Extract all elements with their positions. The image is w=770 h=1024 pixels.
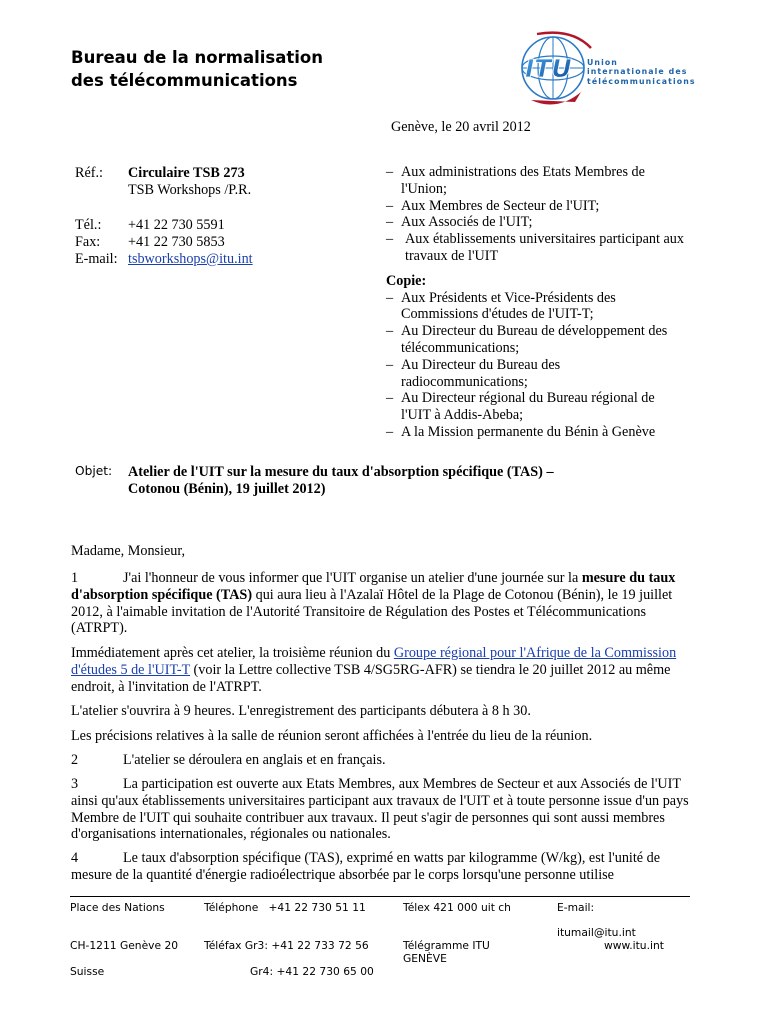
email-label: E-mail:	[75, 251, 118, 267]
copy-item	[386, 357, 716, 391]
footer-telegram-city: GENÈVE	[403, 952, 447, 965]
recipient-line: Aux Associés de l'UIT;	[401, 214, 533, 231]
tel-label: Tél.:	[75, 217, 102, 233]
paragraph-1	[71, 570, 697, 637]
org-name-line2: des télécommunications	[71, 71, 298, 90]
salutation: Madame, Monsieur,	[71, 543, 186, 559]
footer-address-3: Suisse	[70, 965, 105, 978]
logo-text-line3: télécommunications	[587, 76, 696, 86]
footer-telefax: Téléfax Gr3: +41 22 733 72 56	[204, 939, 369, 952]
logo-text-line2: internationale des	[587, 67, 688, 77]
copy-line: Commissions d'études de l'UIT-T;	[401, 306, 594, 323]
footer-email-label: E-mail:	[557, 901, 595, 914]
dash: –	[386, 231, 394, 248]
paragraph-4: Les précisions relatives à la salle de réunion seront affichées à l'entrée du lieu de la réunion.	[71, 728, 593, 744]
footer-email: itumail@itu.int	[557, 926, 636, 939]
dash: –	[386, 423, 394, 440]
paragraph-3: L'atelier s'ouvrira à 9 heures. L'enregistrement des participants débutera à 8 h 30.	[71, 703, 531, 719]
ref-label: Réf.:	[75, 165, 103, 181]
copy-line: l'UIT à Addis-Abeba;	[401, 407, 524, 424]
dash: –	[386, 356, 394, 373]
itu-acronym: ITU	[525, 54, 572, 83]
paragraph-text: Immédiatement après cet atelier, la troisième réunion du	[71, 645, 394, 661]
tel-value: +41 22 730 5591	[128, 217, 225, 233]
dash: –	[386, 214, 394, 231]
subject-line2: Cotonou (Bénin), 19 juillet 2012)	[128, 480, 326, 497]
copy-line: radiocommunications;	[401, 373, 528, 390]
paragraph-2	[71, 645, 697, 695]
copy-line: Aux Présidents et Vice-Présidents des	[401, 289, 616, 306]
footer-telex: Télex 421 000 uit ch	[403, 901, 511, 914]
logo-text-line1: Union	[587, 58, 618, 67]
recipient-item	[386, 231, 716, 265]
paragraph-7	[71, 850, 697, 884]
paragraph-number: 1	[71, 570, 79, 586]
footer-telegram: Télégramme ITU	[403, 939, 490, 952]
dash: –	[386, 164, 394, 180]
footer-website: www.itu.int	[604, 939, 664, 952]
footer-address-2: CH-1211 Genève 20	[70, 939, 179, 952]
paragraph-text: J'ai l'honneur de vous informer que l'UIT organise un atelier d'une journée sur la	[123, 570, 582, 586]
recipient-item	[386, 198, 716, 215]
fax-value: +41 22 730 5853	[128, 234, 225, 250]
paragraph-number: 2	[71, 752, 79, 768]
copy-line: Au Directeur régional du Bureau régional de	[401, 390, 655, 407]
copy-line: télécommunications;	[401, 339, 520, 356]
copy-item	[386, 424, 716, 441]
paragraph-5	[71, 752, 697, 769]
dash: –	[386, 323, 394, 340]
footer-telephone: Téléphone +41 22 730 51 11	[204, 901, 366, 914]
itu-logo-text	[587, 58, 696, 86]
copy-label: Copie:	[386, 272, 427, 289]
date-line: Genève, le 20 avril 2012	[391, 119, 531, 135]
copy-item	[386, 323, 716, 357]
recipient-line: travaux de l'UIT	[405, 247, 499, 264]
ref-value: Circulaire TSB 273	[128, 165, 245, 181]
paragraph-number: 3	[71, 776, 79, 792]
dash: –	[386, 390, 394, 407]
copy-item	[386, 290, 716, 324]
subject-label: Objet:	[75, 464, 113, 478]
fax-label: Fax:	[75, 234, 101, 250]
copy-line: Au Directeur du Bureau des	[401, 356, 561, 373]
org-name-line1: Bureau de la normalisation	[71, 48, 323, 67]
recipient-item	[386, 214, 716, 231]
recipients-block	[386, 164, 716, 441]
footer-gr4: Gr4: +41 22 730 65 00	[250, 965, 374, 978]
dash: –	[386, 289, 394, 306]
dash: –	[386, 197, 394, 214]
footer-address-1: Place des Nations	[70, 901, 165, 914]
subject-text	[128, 464, 668, 498]
paragraph-text: La participation est ouverte aux Etats Membres, aux Membres de Secteur et aux Associés de l'UIT ainsi qu'aux établissements universitaires participant aux travaux de l'UIT et à toute personne issue d'un pays Membre de l'UIT qui souhaite contribuer aux travaux. Il peut s'agir de personnes qui sont aussi membres d'organisations internationales, régionales ou nationales.	[71, 776, 689, 843]
recipient-line: Aux Membres de Secteur de l'UIT;	[401, 197, 600, 214]
copy-line: Au Directeur du Bureau de développement des	[401, 323, 668, 340]
recipient-line: Aux administrations des Etats Membres de	[401, 164, 645, 180]
paragraph-number: 4	[71, 850, 79, 866]
org-header	[71, 46, 323, 92]
copy-item	[386, 390, 716, 424]
subject-line1: Atelier de l'UIT sur la mesure du taux d'absorption spécifique (TAS) –	[128, 464, 554, 480]
recipient-item	[386, 164, 716, 198]
paragraph-text: qui aura lieu à l'Azalaï Hôtel de la Plage de Cotonou (Bénin), le 19 juillet 2012, à l'aimable invitation de l'Autorité Transitoire de Régulation des Postes et Télécommunications (ATRPT).	[71, 586, 673, 637]
paragraph-text: Le taux d'absorption spécifique (TAS), exprimé en watts par kilogramme (W/kg), est l'unité de mesure de la quantité d'énergie radioélectrique absorbée par le corps lorsqu'une personne utilise	[71, 850, 661, 883]
recipient-line: Aux établissements universitaires participant aux	[405, 231, 684, 248]
ref-sub: TSB Workshops /P.R.	[128, 182, 252, 198]
paragraph-6	[71, 776, 697, 843]
footer-divider	[70, 896, 690, 897]
recipient-line: l'Union;	[401, 180, 447, 197]
copy-line: A la Mission permanente du Bénin à Genève	[401, 423, 656, 440]
paragraph-text: (voir la Lettre collective TSB 4/SG5RG-AFR) se tiendra le 20 juillet 2012 au même endroit, à l'invitation de l'ATRPT.	[71, 661, 671, 695]
study-group-link[interactable]: Groupe régional pour l'Afrique de la Commission d'études 5 de l'UIT-T	[71, 645, 677, 678]
paragraph-bold-text: mesure du taux d'absorption spécifique (TAS)	[71, 570, 676, 603]
email-link[interactable]: tsbworkshops@itu.int	[128, 251, 253, 267]
paragraph-text: L'atelier se déroulera en anglais et en français.	[123, 752, 386, 768]
